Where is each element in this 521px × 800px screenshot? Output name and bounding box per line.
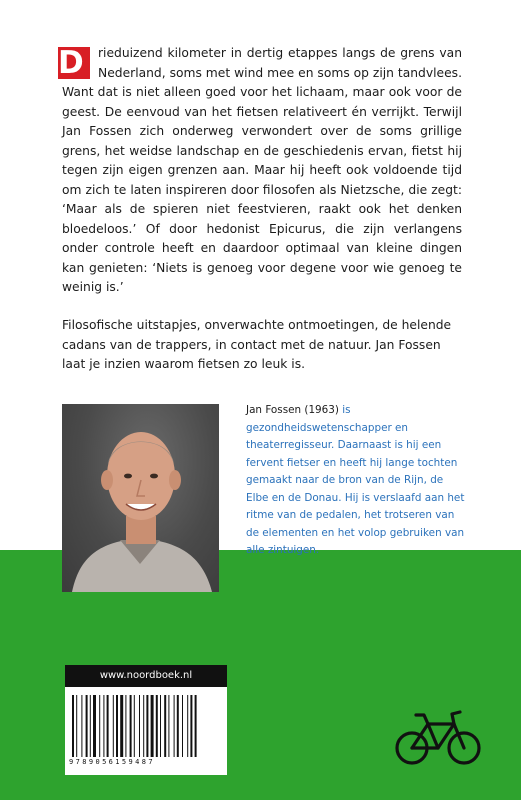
dropcap: D [58, 47, 90, 79]
author-portrait-illustration [62, 404, 219, 592]
author-bio-text: is gezondheidswetenschapper en theaterregisseur. Daarnaast is hij een fervent fietser en heeft hij lange tochten gemaakt naar de bron van de Rijn, de Elbe en de Donau. Hij is verslaafd aan het ritme van de pedalen, het trotseren van de elementen en het volop gebruiken van alle zintuigen. [246, 404, 465, 556]
author-bio [246, 402, 466, 560]
blurb-paragraph-2: Filosofische uitstapjes, onverwachte ontmoetingen, de helende cadans van de trappers, in contact met de natuur. Jan Fossen laat je inzien waarom fietsen zo leuk is. [62, 318, 452, 371]
bicycle-icon [394, 706, 482, 768]
blurb-paragraph-1-text: rieduizend kilometer in dertig etappes langs de grens van Nederland, soms met wind mee en soms op zijn tandvlees. Want dat is niet alleen goed voor het lichaam, maar ook voor de geest. De eenvoud van het fietsen relativeert én verrijkt. Terwijl Jan Fossen zich onderweg verwondert over de soms grillige grens, het weidse landschap en de geschiedenis ervan, fietst hij tegen zijn eigen grenzen aan. Maar hij heeft ook voldoende tijd om zich te laten inspireren door filosofen als Nietzsche, die zegt: ‘Maar als de spieren niet feestvieren, raakt ook het denken bloedeloos.’ Of door hedonist Epicurus, die zijn verlangens onder controle heeft en daardoor optimaal van kleine dingen kan genieten: ‘Niets is genoeg voor degene voor wie genoeg te weinig is.’ [62, 46, 462, 294]
barcode-box [65, 665, 227, 775]
isbn-barcode [71, 695, 221, 757]
author-name: Jan Fossen (1963) [246, 404, 339, 416]
blurb-paragraph-1 [58, 44, 462, 298]
publisher-url[interactable]: www.noordboek.nl [65, 665, 227, 687]
author-photo [62, 404, 219, 592]
isbn-number: 9789056159487 [69, 758, 155, 766]
